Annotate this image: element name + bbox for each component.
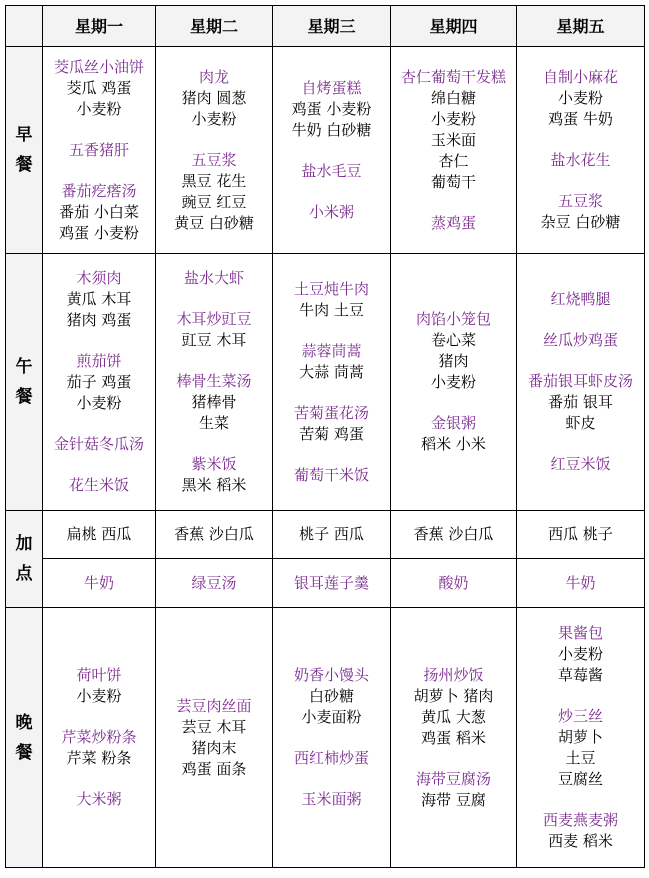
breakfast-label: 早 餐 — [6, 47, 43, 254]
dish-spacer — [517, 434, 644, 454]
dish-name: 炒三丝 — [557, 707, 603, 725]
dish-spacer — [391, 193, 516, 213]
dish-name: 红豆米饭 — [550, 455, 611, 473]
ingredient-line: 白砂糖 — [308, 687, 354, 705]
dinner-row — [6, 608, 645, 868]
snack-fruit-cell: 桃子 西瓜 — [273, 511, 391, 559]
corner-cell — [6, 6, 43, 47]
snack-drink-cell: 银耳莲子羹 — [273, 559, 391, 608]
day-header-mon: 星期一 — [43, 6, 156, 47]
dish-name: 木须肉 — [76, 269, 122, 287]
dish-spacer — [156, 434, 272, 454]
dish-name: 五香猪肝 — [68, 140, 129, 159]
breakfast-row — [6, 47, 645, 254]
snack-fruit-cell: 香蕉 沙白瓜 — [156, 511, 273, 559]
dish-spacer — [43, 707, 155, 727]
dish-spacer — [43, 120, 155, 140]
lunch-cell — [43, 254, 156, 511]
lunch-cell — [156, 254, 273, 511]
dish-name: 蒜蓉茼蒿 — [301, 341, 362, 360]
dish-spacer — [391, 393, 516, 413]
ingredient-line: 猪肉 圆葱 — [181, 88, 247, 107]
dinner-cell — [391, 608, 517, 868]
snack-fruit-row — [6, 511, 645, 559]
dish-spacer — [43, 769, 155, 789]
ingredient-line: 黑豆 花生 — [181, 171, 247, 190]
ingredient-line: 鸡蛋 面条 — [181, 759, 247, 778]
ingredient-line: 虾皮 — [565, 414, 596, 432]
dish-name: 盐水毛豆 — [301, 161, 362, 180]
ingredient-line: 黄豆 白砂糖 — [174, 213, 254, 232]
dish-name: 五豆浆 — [557, 192, 603, 210]
dish-spacer — [273, 445, 390, 465]
ingredient-line: 黑米 稻米 — [181, 476, 247, 494]
dish-name: 番茄疙瘩汤 — [61, 181, 137, 200]
dish-spacer — [517, 686, 644, 706]
dish-name: 花生米饭 — [68, 476, 129, 494]
ingredient-line: 猪肉 鸡蛋 — [66, 311, 132, 329]
day-header-tue: 星期二 — [156, 6, 273, 47]
ingredient-line: 海带 豆腐 — [421, 790, 486, 809]
dish-name: 小米粥 — [308, 202, 354, 221]
dish-name: 番茄银耳虾皮汤 — [527, 372, 633, 390]
dish-name: 杏仁葡萄干发糕 — [400, 67, 506, 86]
ingredient-line: 小麦粉 — [76, 687, 122, 705]
dish-name: 肉龙 — [198, 67, 229, 86]
ingredient-line: 土豆 — [565, 749, 596, 767]
snack-label: 加 点 — [6, 511, 43, 608]
ingredient-line: 生菜 — [198, 414, 229, 432]
dish-name: 芸豆肉丝面 — [176, 696, 252, 715]
ingredient-line: 卷心菜 — [430, 331, 476, 349]
ingredient-line: 葡萄干 — [430, 172, 476, 191]
ingredient-line: 小麦粉 — [430, 373, 476, 391]
dish-name: 丝瓜炒鸡蛋 — [542, 331, 618, 349]
ingredient-line: 小麦粉 — [430, 109, 476, 128]
dish-spacer — [517, 351, 644, 371]
ingredient-line: 小麦粉 — [191, 109, 237, 128]
dish-name: 肉馅小笼包 — [415, 310, 491, 328]
ingredient-line: 杏仁 — [438, 151, 469, 170]
ingredient-line: 小麦粉 — [76, 99, 122, 118]
dish-spacer — [273, 182, 390, 202]
dish-name: 盐水大虾 — [183, 269, 244, 287]
dish-name: 苦菊蛋花汤 — [293, 403, 369, 422]
dish-name: 茭瓜丝小油饼 — [53, 57, 144, 76]
dish-spacer — [156, 130, 272, 150]
dinner-cell — [156, 608, 273, 868]
ingredient-line: 杂豆 白砂糖 — [540, 213, 621, 231]
lunch-row — [6, 254, 645, 511]
breakfast-cell — [273, 47, 391, 254]
lunch-cell — [517, 254, 645, 511]
dish-name: 奶香小馒头 — [293, 666, 369, 684]
ingredient-line: 小麦面粉 — [301, 708, 362, 726]
dish-name: 西红柿炒蛋 — [293, 749, 369, 767]
dish-name: 西麦燕麦粥 — [542, 811, 618, 829]
dish-name: 红烧鸭腿 — [550, 290, 611, 308]
snack-fruit-cell: 西瓜 桃子 — [517, 511, 645, 559]
ingredient-line: 鸡蛋 稻米 — [421, 728, 486, 747]
dish-spacer — [273, 728, 390, 748]
snack-drink-cell: 牛奶 — [43, 559, 156, 608]
ingredient-line: 豌豆 红豆 — [181, 192, 247, 211]
snack-drink-cell: 绿豆汤 — [156, 559, 273, 608]
dish-name: 自制小麻花 — [542, 68, 618, 86]
dish-spacer — [273, 321, 390, 341]
dish-name: 金针菇冬瓜汤 — [53, 435, 144, 453]
ingredient-line: 豆腐丝 — [557, 770, 603, 788]
dish-name: 五豆浆 — [191, 150, 237, 169]
ingredient-line: 番茄 银耳 — [548, 393, 613, 411]
lunch-cell — [273, 254, 391, 511]
dish-spacer — [43, 331, 155, 351]
dish-name: 土豆炖牛肉 — [293, 279, 369, 298]
breakfast-cell — [517, 47, 645, 254]
dish-spacer — [43, 414, 155, 434]
snack-drink-cell: 牛奶 — [517, 559, 645, 608]
dish-name: 紫米饭 — [191, 455, 237, 473]
dish-name: 玉米面粥 — [301, 790, 362, 808]
dinner-label: 晚 餐 — [6, 608, 43, 868]
ingredient-line: 芹菜 粉条 — [66, 749, 132, 767]
dish-spacer — [156, 289, 272, 309]
snack-drink-cell: 酸奶 — [391, 559, 517, 608]
ingredient-line: 西麦 稻米 — [548, 832, 613, 850]
ingredient-line: 猪棒骨 — [191, 393, 237, 411]
ingredient-line: 小麦粉 — [557, 89, 603, 107]
dish-spacer — [43, 455, 155, 475]
ingredient-line: 苦菊 鸡蛋 — [299, 424, 364, 443]
dish-spacer — [391, 749, 516, 769]
ingredient-line: 玉米面 — [430, 130, 476, 149]
dish-name: 果酱包 — [557, 624, 603, 642]
dish-spacer — [273, 141, 390, 161]
dish-name: 大米粥 — [76, 790, 122, 808]
ingredient-line: 绵白糖 — [430, 88, 476, 107]
ingredient-line: 小麦粉 — [76, 394, 122, 412]
ingredient-line: 黄瓜 木耳 — [66, 290, 132, 308]
ingredient-line: 草莓酱 — [557, 666, 603, 684]
dish-name: 扬州炒饭 — [423, 665, 484, 684]
dish-spacer — [273, 383, 390, 403]
dish-spacer — [517, 790, 644, 810]
dish-name: 棒骨生菜汤 — [176, 372, 252, 390]
snack-fruit-cell: 香蕉 沙白瓜 — [391, 511, 517, 559]
breakfast-cell — [391, 47, 517, 254]
dish-name: 自烤蛋糕 — [301, 78, 362, 97]
dish-spacer — [517, 171, 644, 191]
header-row — [6, 6, 645, 47]
ingredient-line: 牛肉 土豆 — [299, 300, 364, 319]
ingredient-line: 鸡蛋 小麦粉 — [59, 223, 139, 242]
dish-name: 海带豆腐汤 — [415, 769, 491, 788]
ingredient-line: 茭瓜 鸡蛋 — [66, 78, 132, 97]
dish-name: 盐水花生 — [550, 151, 611, 169]
ingredient-line: 芸豆 木耳 — [181, 717, 247, 736]
ingredient-line: 鸡蛋 小麦粉 — [291, 99, 372, 118]
dish-name: 葡萄干米饭 — [293, 465, 369, 484]
dish-name: 蒸鸡蛋 — [430, 213, 476, 232]
dish-spacer — [517, 310, 644, 330]
dish-spacer — [156, 351, 272, 371]
ingredient-line: 豇豆 木耳 — [181, 331, 247, 349]
dish-spacer — [43, 161, 155, 181]
ingredient-line: 鸡蛋 牛奶 — [548, 110, 613, 128]
snack-fruit-cell: 扁桃 西瓜 — [43, 511, 156, 559]
dish-name: 煎茄饼 — [76, 352, 122, 370]
ingredient-line: 猪肉 — [438, 352, 469, 370]
day-header-fri: 星期五 — [517, 6, 645, 47]
ingredient-line: 大蒜 茼蒿 — [299, 362, 364, 381]
dish-spacer — [517, 130, 644, 150]
lunch-cell — [391, 254, 517, 511]
breakfast-cell — [43, 47, 156, 254]
day-header-wed: 星期三 — [273, 6, 391, 47]
day-header-thu: 星期四 — [391, 6, 517, 47]
dinner-cell — [517, 608, 645, 868]
ingredient-line: 胡萝卜 — [557, 728, 603, 746]
ingredient-line: 胡萝卜 猪肉 — [413, 686, 494, 705]
ingredient-line: 稻米 小米 — [421, 435, 486, 453]
ingredient-line: 猪肉末 — [191, 738, 237, 757]
dinner-cell — [43, 608, 156, 868]
ingredient-line: 茄子 鸡蛋 — [66, 373, 132, 391]
ingredient-line: 小麦粉 — [557, 645, 603, 663]
ingredient-line: 黄瓜 大葱 — [421, 707, 486, 726]
dinner-cell — [273, 608, 391, 868]
dish-name: 荷叶饼 — [76, 666, 122, 684]
snack-drink-row — [6, 559, 645, 608]
ingredient-line: 牛奶 白砂糖 — [291, 120, 372, 139]
breakfast-cell — [156, 47, 273, 254]
dish-name: 木耳炒豇豆 — [176, 310, 252, 328]
lunch-label: 午 餐 — [6, 254, 43, 511]
ingredient-line: 番茄 小白菜 — [59, 202, 139, 221]
dish-name: 芹菜炒粉条 — [61, 728, 137, 746]
dish-name: 金银粥 — [430, 414, 476, 432]
dish-spacer — [273, 769, 390, 789]
weekly-menu-table — [5, 5, 645, 868]
